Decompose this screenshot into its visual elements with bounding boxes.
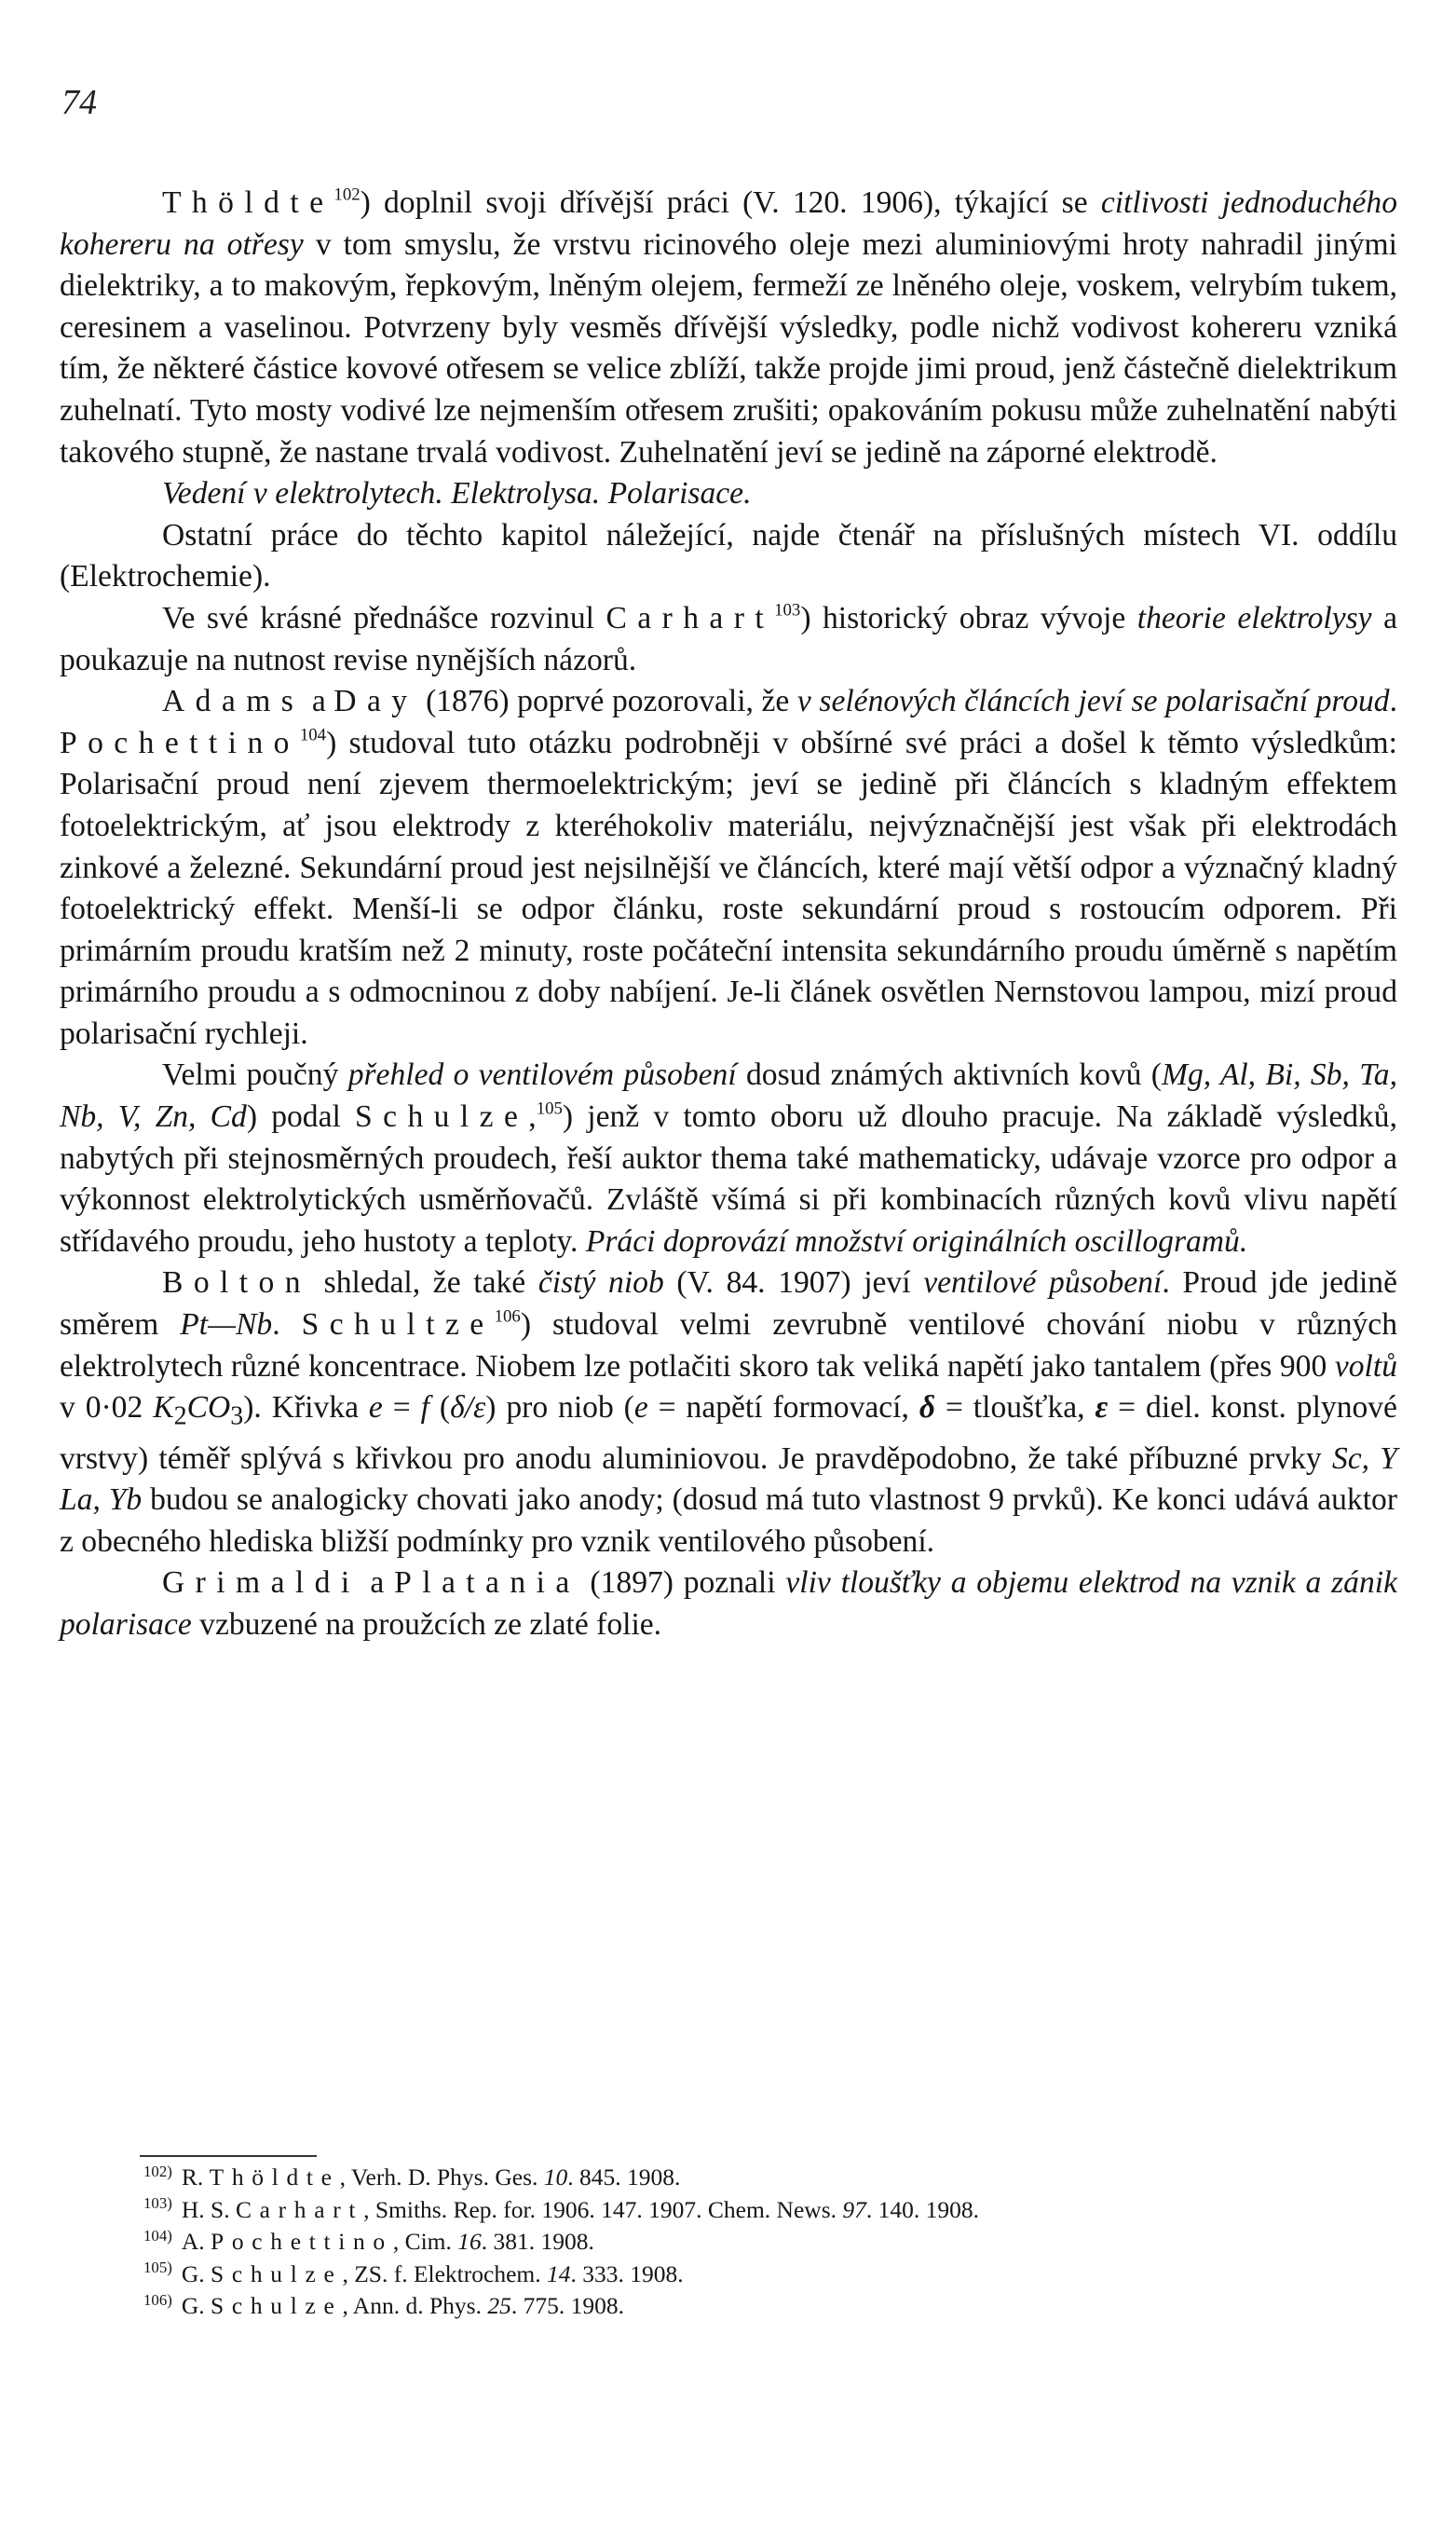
text: a <box>304 684 334 719</box>
volume-number: 97 <box>842 2195 866 2223</box>
volume-number: 10 <box>543 2163 568 2191</box>
italic-text: čistý niob <box>537 1265 664 1301</box>
italic-text: Práci doprovází množství originálních oscillogramů. <box>585 1223 1248 1259</box>
paragraph-schulze <box>60 1055 1397 1262</box>
text: Ve své krásné přednášce rozvinul <box>162 600 606 635</box>
footnote-ref: 106 <box>494 1306 521 1327</box>
footnote-106 <box>60 2290 1397 2323</box>
footnote-mark: 104) <box>143 2226 172 2245</box>
paragraph-carhart <box>60 598 1397 681</box>
text: ) jenž v tomto oboru už dlouho pracuje. Na základě výsledků, nabytých při stejnosměrných proudech, řeší auktor thema také mathematicky, udávaje vzorce pro odpor a výkonnost elektrolytických usměrňovačů. Zvláště všímá si při kombinacích různých kovů vlivu napětí střídavého proudu, jeho hustoty a teploty. <box>60 1099 1397 1259</box>
text: G. <box>181 2259 211 2287</box>
footnote-rule <box>140 2155 317 2157</box>
text: = <box>382 1390 421 1426</box>
paragraph-adams-day <box>60 681 1397 1055</box>
paragraph-ostatni <box>60 515 1397 598</box>
text: . <box>272 1307 302 1343</box>
text: , ZS. f. Elektrochem. <box>342 2259 547 2287</box>
text: . Proud jde jedině směrem <box>60 1265 1397 1343</box>
text: , <box>528 1099 537 1135</box>
footnote-mark: 102) <box>143 2162 172 2180</box>
text: ). Křivka <box>243 1390 369 1426</box>
italic-text: Mg, Al, Bi, Sb, Ta, Nb, V, Zn, Cd <box>60 1058 1397 1135</box>
italic-text: Pt—Nb <box>180 1307 273 1343</box>
footnote-ref: 102 <box>333 184 361 205</box>
section-heading: Vedení v elektrolytech. Elektrolysa. Polarisace. <box>162 476 752 512</box>
text: , Smiths. Rep. for. 1906. 147. 1907. Chem. News. <box>363 2195 843 2223</box>
formula-text: e <box>368 1390 383 1426</box>
text: ( <box>429 1390 451 1426</box>
formula-text: f <box>420 1390 429 1426</box>
formula-symbol: δ <box>919 1390 936 1426</box>
text: . <box>1389 684 1398 719</box>
text: (V. 84. 1907) jeví <box>663 1265 924 1301</box>
volume-number: 14 <box>546 2259 571 2287</box>
text: , Verh. D. Phys. Ges. <box>339 2163 544 2191</box>
formula-text: K <box>153 1390 174 1426</box>
page-number: 74 <box>61 83 97 122</box>
text: v tom smyslu, že vrstvu ricinového oleje mezi aluminiovými hroty nahradil jinými dielektriky, a to makovým, řepkovým, lněným olejem, fermeží ze lněného oleje, voskem, velrybím tukem, ceresinem a vaselinou. Potvrzeny byly vesměs dřívější výsledky, podle nichž vodivost kohereru vzniká tím, že některé částice kovové otřesem se velice zblíží, takže projde jimi proud, jenž částečně dielektrikum zuhelnatí. Tyto mosty vodivé lze nejmenším otřesem zrušiti; opakováním pokusu může zuhelnatění nabýti takového stupně, že nastane trvalá vodivost. Zuhelnatění jeví se jedině na záporné elektrodě. <box>60 226 1397 470</box>
author-name: Grimaldi <box>162 1565 361 1601</box>
paragraph-thoeldte <box>60 183 1397 473</box>
formula-text: CO <box>186 1390 231 1426</box>
italic-text: citlivosti jednoduchého kohereru na otřesy <box>60 185 1398 262</box>
formula-text: δ/ε <box>450 1390 486 1426</box>
body-text <box>60 183 1397 1646</box>
text: (1876) poprvé pozorovali, že <box>417 684 797 719</box>
author-name: Carhart <box>235 2195 364 2223</box>
author-name: Day <box>333 684 418 719</box>
text: . 845. 1908. <box>567 2163 681 2191</box>
text: , Ann. d. Phys. <box>342 2292 488 2319</box>
italic-text: vliv tloušťky a objemu elektrod na vznik a zánik polarisace <box>60 1565 1397 1642</box>
italic-text: theorie elektrolysy <box>1136 600 1372 635</box>
footnote-ref: 105 <box>536 1099 563 1119</box>
formula-text: e <box>633 1390 648 1426</box>
text: a poukazuje na nutnost revise nynějších názorů. <box>60 600 1397 677</box>
text: . 140. 1908. <box>865 2195 979 2223</box>
formula-subscript: 2 <box>173 1401 187 1431</box>
text: = tloušťka, <box>935 1390 1095 1426</box>
italic-text: v selénových článcích jeví se polarisační proud <box>796 684 1390 719</box>
footnote-102 <box>60 2162 1397 2194</box>
text: Velmi poučný <box>162 1058 348 1093</box>
text: Ostatní práce do těchto kapitol náležející, najde čtenář na příslušných místech VI. oddílu (Elektrochemie). <box>60 517 1397 594</box>
footnotes <box>60 2162 1397 2323</box>
text: , Cim. <box>392 2228 458 2255</box>
text: dosud známých aktivních kovů ( <box>736 1058 1162 1093</box>
footnote-104 <box>60 2226 1397 2259</box>
formula-subscript: 3 <box>230 1401 244 1431</box>
text: shledal, že také <box>310 1265 538 1301</box>
paragraph-bolton <box>60 1262 1397 1563</box>
paragraph-grimaldi <box>60 1563 1397 1645</box>
author-name: Schulze <box>211 2259 343 2287</box>
italic-text: přehled o ventilovém působení <box>347 1058 737 1093</box>
author-name: Thöldte <box>162 185 334 220</box>
text: (1897) poznali <box>579 1565 786 1601</box>
text: ) historický obraz vývoje <box>800 600 1137 635</box>
author-name: Schulze <box>211 2292 343 2319</box>
text: R. <box>181 2163 210 2191</box>
author-name: Schultze <box>301 1307 495 1343</box>
footnote-ref: 104 <box>299 725 327 745</box>
author-name: Bolton <box>162 1265 311 1301</box>
text: ) studoval velmi zevrubně ventilové chování niobu v různých elektrolytech různé koncentrace. Niobem lze potlačiti skoro tak veliká napětí jako tantalem (přes 900 <box>60 1307 1397 1384</box>
text: v 0·02 <box>60 1390 154 1426</box>
volume-number: 25 <box>487 2292 511 2319</box>
author-name: Schulze <box>355 1099 529 1135</box>
text: . 775. 1908. <box>510 2292 624 2319</box>
author-name: Platania <box>394 1565 580 1601</box>
italic-text: Sc, Y La, Yb <box>60 1440 1397 1518</box>
text: A. <box>181 2228 211 2255</box>
volume-number: 16 <box>457 2228 482 2255</box>
text: a <box>360 1565 395 1601</box>
author-name: Thöldte <box>209 2163 340 2191</box>
author-name: Pochettino <box>211 2228 393 2255</box>
author-name: Pochettino <box>60 725 300 760</box>
text: G. <box>181 2292 211 2319</box>
text: vzbuzené na proužcích ze zlaté folie. <box>191 1606 662 1642</box>
footnote-mark: 103) <box>143 2194 172 2213</box>
text: ) doplnil svoji dřívější práci (V. 120. 1906), týkající se <box>360 185 1101 220</box>
footnote-103 <box>60 2194 1397 2227</box>
author-name: Carhart <box>606 600 775 635</box>
text: . 333. 1908. <box>570 2259 684 2287</box>
text: = diel. konst. plynové vrstvy) téměř splývá s křivkou pro anodu aluminiovou. Je pravděpodobno, že také příbuzné prvky <box>60 1390 1397 1476</box>
footnote-105 <box>60 2259 1397 2291</box>
footnote-mark: 105) <box>143 2259 172 2277</box>
footnote-ref: 103 <box>774 600 801 621</box>
text: = napětí formovací, <box>647 1390 919 1426</box>
author-name: Adams <box>162 684 305 719</box>
text: ) pro niob ( <box>485 1390 634 1426</box>
italic-text: voltů <box>1334 1348 1397 1384</box>
text: . 381. 1908. <box>481 2228 594 2255</box>
text: ) podal <box>246 1099 356 1135</box>
text: budou se analogicky chovati jako anody; (dosud má tuto vlastnost 9 prvků). Ke konci udává auktor z obecného hlediska bližší podmínky pro vznik ventilového působení. <box>60 1482 1397 1559</box>
italic-text: ventilové působení <box>923 1265 1163 1301</box>
formula-symbol: ε <box>1095 1390 1109 1426</box>
text: H. S. <box>181 2195 236 2223</box>
text: ) studoval tuto otázku podrobněji v obšírné své práci a došel k těmto výsledkům: Polarisační proud není zjevem thermoelektrickým; jeví se jedině při článcích s kladným effektem fotoelektrickým, ať jsou elektrody z kteréhokoliv materiálu, nejvýznačnější jest však při elektrodách zinkové a železné. Sekundární proud jest nejsilnější ve článcích, které mají větší odpor a význačný kladný fotoelektrický effekt. Menší-li se odpor článku, roste sekundární proud s rostoucím odporem. Při primárním proudu kratším než 2 minuty, roste počáteční intensita sekundárního proudu úměrně s napětím primárního proudu a s odmocninou z doby nabíjení. Je-li článek osvětlen Nernstovou lampou, mizí proud polarisační rychleji. <box>60 725 1397 1051</box>
footnote-mark: 106) <box>143 2290 172 2309</box>
